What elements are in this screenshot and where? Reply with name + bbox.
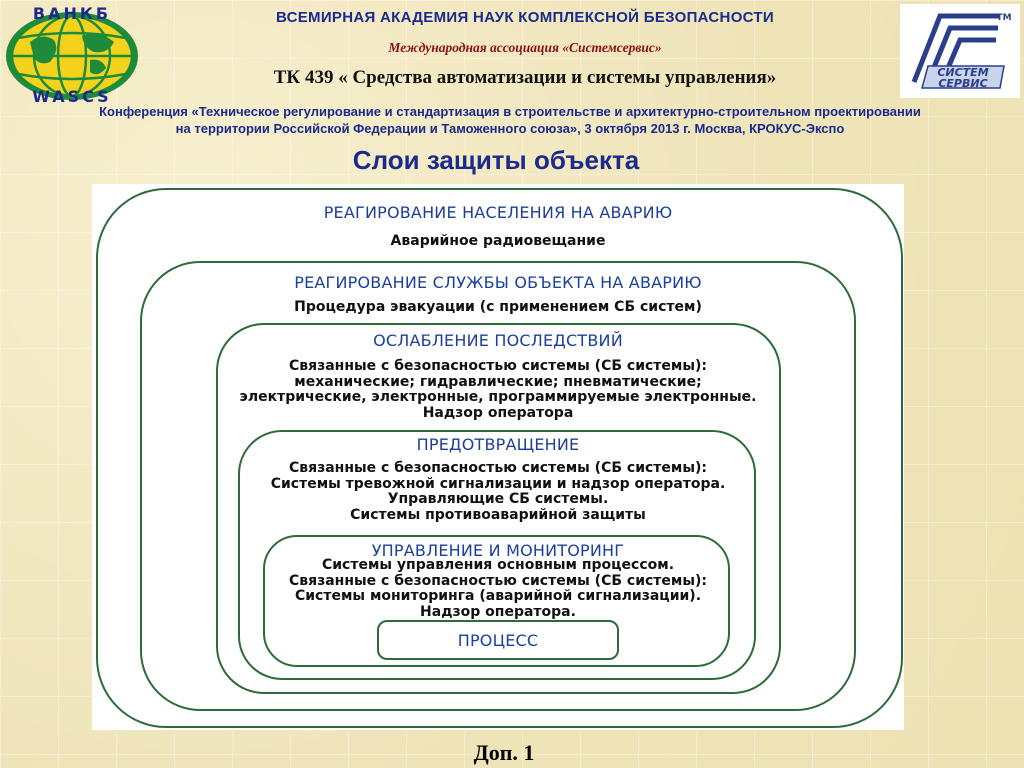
association-title: Международная ассоциация «Системсервис» [388,40,662,55]
conference-line: на территории Российской Федерации и Таможенного союза», 3 октября 2013 г. Москва, КРОКУС-Экспо [175,121,845,136]
layer-line: электрические, электронные, программируемые электронные. [239,389,757,405]
layer-line: Надзор оператора [422,404,574,421]
logo-right-line1: СИСТЕМ [937,66,989,79]
page-title: Слои защиты объекта [352,145,640,175]
layer-title: РЕАГИРОВАНИЕ СЛУЖБЫ ОБЪЕКТА НА АВАРИЮ [294,273,702,292]
layer-line: Системы мониторинга (аварийной сигнализации). [294,588,702,604]
layer-line: Связанные с безопасностью системы (СБ системы): [288,572,708,589]
globe-icon [2,2,142,106]
layer-line: Процедура эвакуации (с применением СБ систем) [294,299,702,315]
layer-line: механические; гидравлические; пневматические; [294,373,702,390]
protection-layers-diagram [92,184,904,730]
layer-line: Управляющие СБ системы. [387,491,609,507]
layer-line: Системы противоаварийной защиты [350,506,646,523]
layer-title: ПРОЦЕСС [457,631,539,650]
sistemservis-emblem-icon [900,4,1020,98]
layer-title: УПРАВЛЕНИЕ И МОНИТОРИНГ [371,541,625,560]
conference-info [20,103,1000,137]
figure-label: Доп. 1 [473,740,535,765]
layer-title: ПРЕДОТВРАЩЕНИЕ [416,435,580,454]
conference-line: Конференция «Техническое регулирование и стандартизация в строительстве и архитектурно-строительном проектировании [99,104,921,119]
trademark-mark: ТМ [996,13,1012,23]
layer-description [92,359,904,421]
logo-top-text: ВАНКБ [32,4,112,23]
layer-description [92,558,904,620]
wascs-logo [2,2,142,106]
layer-title: РЕАГИРОВАНИЕ НАСЕЛЕНИЯ НА АВАРИЮ [323,203,673,222]
tk-title: ТК 439 « Средства автоматизации и системы управления» [273,67,777,88]
layer-line: Связанные с безопасностью системы (СБ системы): [288,460,708,476]
layer-line: Надзор оператора. [420,603,576,620]
layer-description [92,234,904,250]
logo-bottom-text: WASCS [32,87,112,106]
layer-title: ОСЛАБЛЕНИЕ ПОСЛЕДСТВИЙ [373,331,623,350]
layer-line: Системы тревожной сигнализации и надзор оператора. [270,475,726,492]
layer-line: Аварийное радиовещание [390,233,606,249]
academy-title: ВСЕМИРНАЯ АКАДЕМИЯ НАУК КОМПЛЕКСНОЙ БЕЗОПАСНОСТИ [276,9,774,26]
sistemservis-logo [900,4,1020,98]
layer-line: Связанные с безопасностью системы (СБ системы): [288,358,708,374]
logo-right-line2: СЕРВИС [938,77,988,90]
layer-description [92,461,904,523]
layer-line: Системы управления основным процессом. [321,557,675,573]
layer-description [92,300,904,316]
